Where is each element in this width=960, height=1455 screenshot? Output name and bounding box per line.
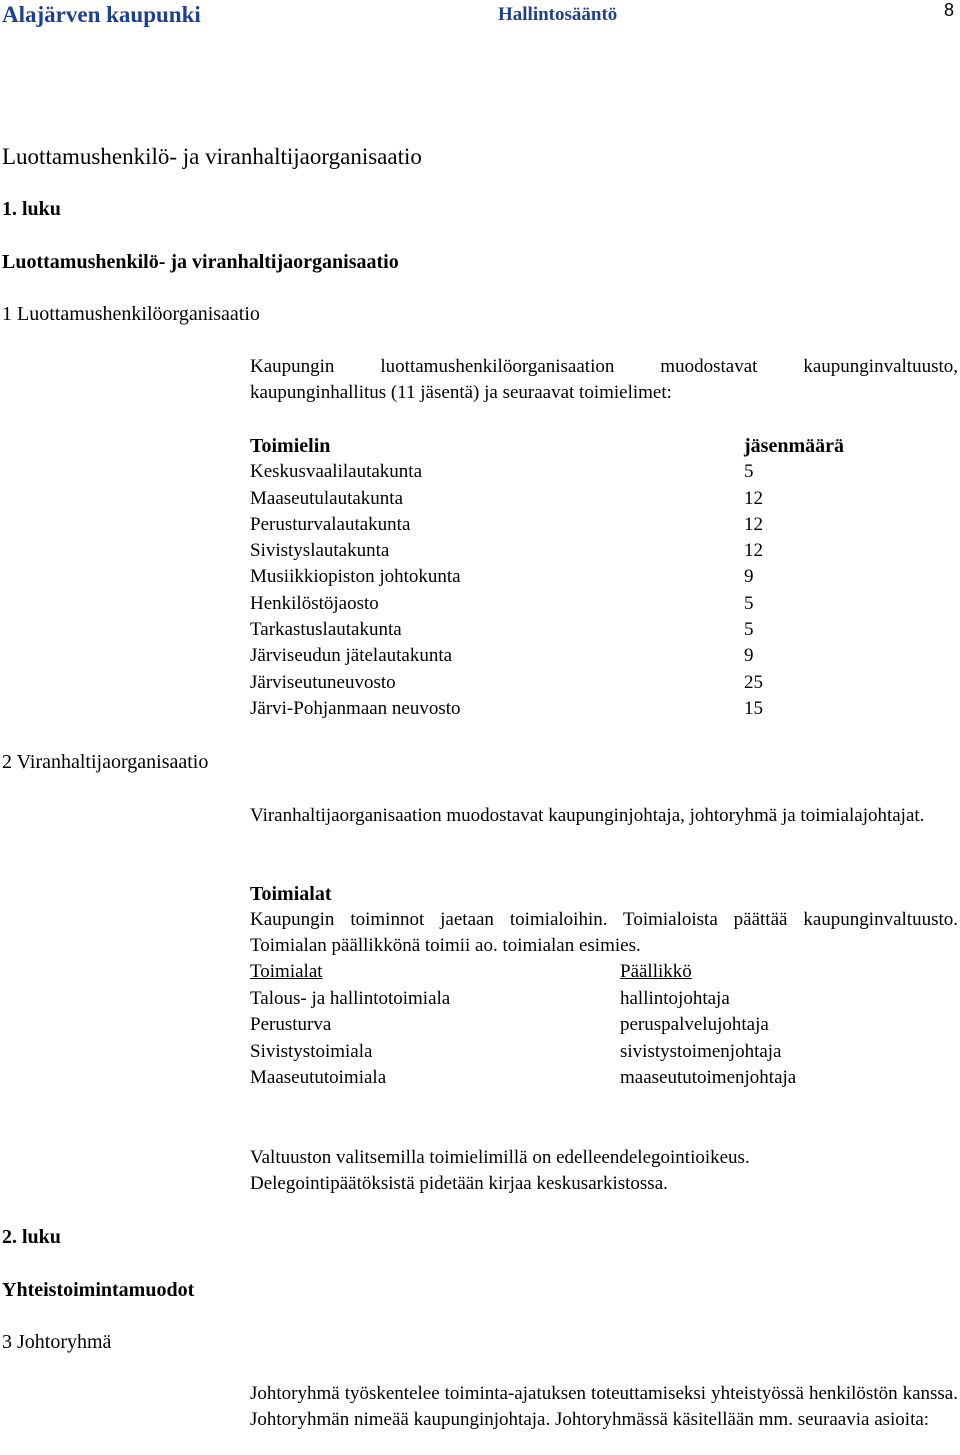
table-row [250, 591, 844, 617]
section-2-subheading: Toimialat [250, 883, 332, 905]
table-row [250, 1012, 796, 1039]
organ-name: Perusturvalautakunta [250, 513, 411, 535]
header-organization: Alajärven kaupunki [2, 2, 201, 27]
section-2-intro: Viranhaltijaorganisaation muodostavat kaupunginjohtaja, johtoryhmä ja toimialajohtajat. [250, 805, 925, 826]
organ-members: 5 [744, 592, 754, 614]
section-1-intro: Kaupungin luottamushenkilöorganisaation muodostavat kaupunginvaltuusto, kaupunginhallitus (11 jäsentä) ja seuraavat toimielimet: [250, 356, 958, 403]
organ-name: Järviseutuneuvosto [250, 671, 396, 693]
chapter-2-label: 2. luku [2, 1226, 61, 1248]
department-head: sivistystoimenjohtaja [620, 1040, 782, 1062]
organ-name: Tarkastuslautakunta [250, 619, 402, 641]
table-row [250, 564, 844, 590]
delegation-line-2: Delegointipäätöksistä pidetään kirjaa keskusarkistossa. [250, 1173, 668, 1194]
delegation-line-1: Valtuuston valitsemilla toimielimillä on edelleendelegointioikeus. [250, 1147, 750, 1168]
organ-members: 12 [744, 513, 763, 535]
organ-name: Musiikkiopiston johtokunta [250, 566, 461, 588]
organ-members: 25 [744, 671, 763, 693]
chapter-1-label: 1. luku [2, 198, 61, 220]
department-name: Sivistystoimiala [250, 1040, 373, 1062]
department-head: peruspalvelujohtaja [620, 1014, 769, 1035]
organ-members: 12 [744, 540, 763, 562]
department-head: maaseututoimenjohtaja [620, 1067, 797, 1088]
table-row [250, 459, 844, 485]
department-name: Maaseututoimiala [250, 1067, 387, 1088]
header-document-title: Hallintosääntö [498, 4, 618, 25]
section-2-text: Kaupungin toiminnot jaetaan toimialoihin. Toimialoista päättää kaupunginvaltuusto. Toimialan päällikkönä toimii ao. toimialan esimies. [250, 909, 958, 956]
organ-members: 15 [744, 697, 763, 719]
table-row [250, 643, 844, 669]
organ-members: 9 [744, 566, 754, 588]
table-row [250, 538, 844, 564]
table-row [250, 670, 844, 696]
departments-col-header [620, 959, 796, 986]
organ-members: 12 [744, 487, 763, 509]
section-3-text: Johtoryhmä työskentelee toiminta-ajatuksen toteuttamiseksi yhteistyössä henkilöstön kanssa. Johtoryhmän nimeää kaupunginjohtaja. Johtoryhmässä käsitellään mm. seuraavia asioita: [250, 1383, 958, 1430]
chapter-2-title: Yhteistoimintamuodot [2, 1279, 195, 1301]
departments-col-name-header: Toimialat [250, 961, 323, 982]
table-row [250, 986, 796, 1013]
organ-members: 5 [744, 619, 754, 641]
departments-col-header [250, 959, 620, 986]
organs-table-header [250, 433, 844, 459]
departments-table [250, 959, 796, 1092]
organ-members: 5 [744, 461, 754, 483]
departments-table-header [250, 959, 796, 986]
table-row [250, 617, 844, 643]
document-title: Luottamushenkilö- ja viranhaltijaorganisaatio [2, 144, 422, 169]
organs-table [250, 433, 844, 722]
organ-name: Maaseutulautakunta [250, 487, 404, 509]
table-row [250, 696, 844, 722]
table-row [250, 1039, 796, 1066]
table-row [250, 486, 844, 512]
department-head: hallintojohtaja [620, 987, 730, 1009]
organ-name: Henkilöstöjaosto [250, 592, 379, 614]
section-1-heading: 1 Luottamushenkilöorganisaatio [2, 303, 260, 325]
page-number: 8 [944, 0, 955, 20]
organs-col-members-header: jäsenmäärä [744, 435, 844, 458]
department-name: Talous- ja hallintotoimiala [250, 987, 451, 1009]
organ-name: Sivistyslautakunta [250, 540, 390, 562]
organ-name: Keskusvaalilautakunta [250, 461, 423, 483]
departments-col-head-header: Päällikkö [620, 961, 692, 982]
section-2-heading: 2 Viranhaltijaorganisaatio [2, 751, 209, 773]
department-name: Perusturva [250, 1014, 332, 1035]
organ-members: 9 [744, 645, 754, 667]
organs-col-name-header: Toimielin [250, 435, 331, 458]
section-3-heading: 3 Johtoryhmä [2, 1331, 112, 1353]
organ-name: Järvi-Pohjanmaan neuvosto [250, 697, 461, 719]
table-row [250, 1065, 796, 1092]
table-row [250, 512, 844, 538]
chapter-1-title: Luottamushenkilö- ja viranhaltijaorganisaatio [2, 251, 399, 273]
organ-name: Järviseudun jätelautakunta [250, 645, 453, 667]
